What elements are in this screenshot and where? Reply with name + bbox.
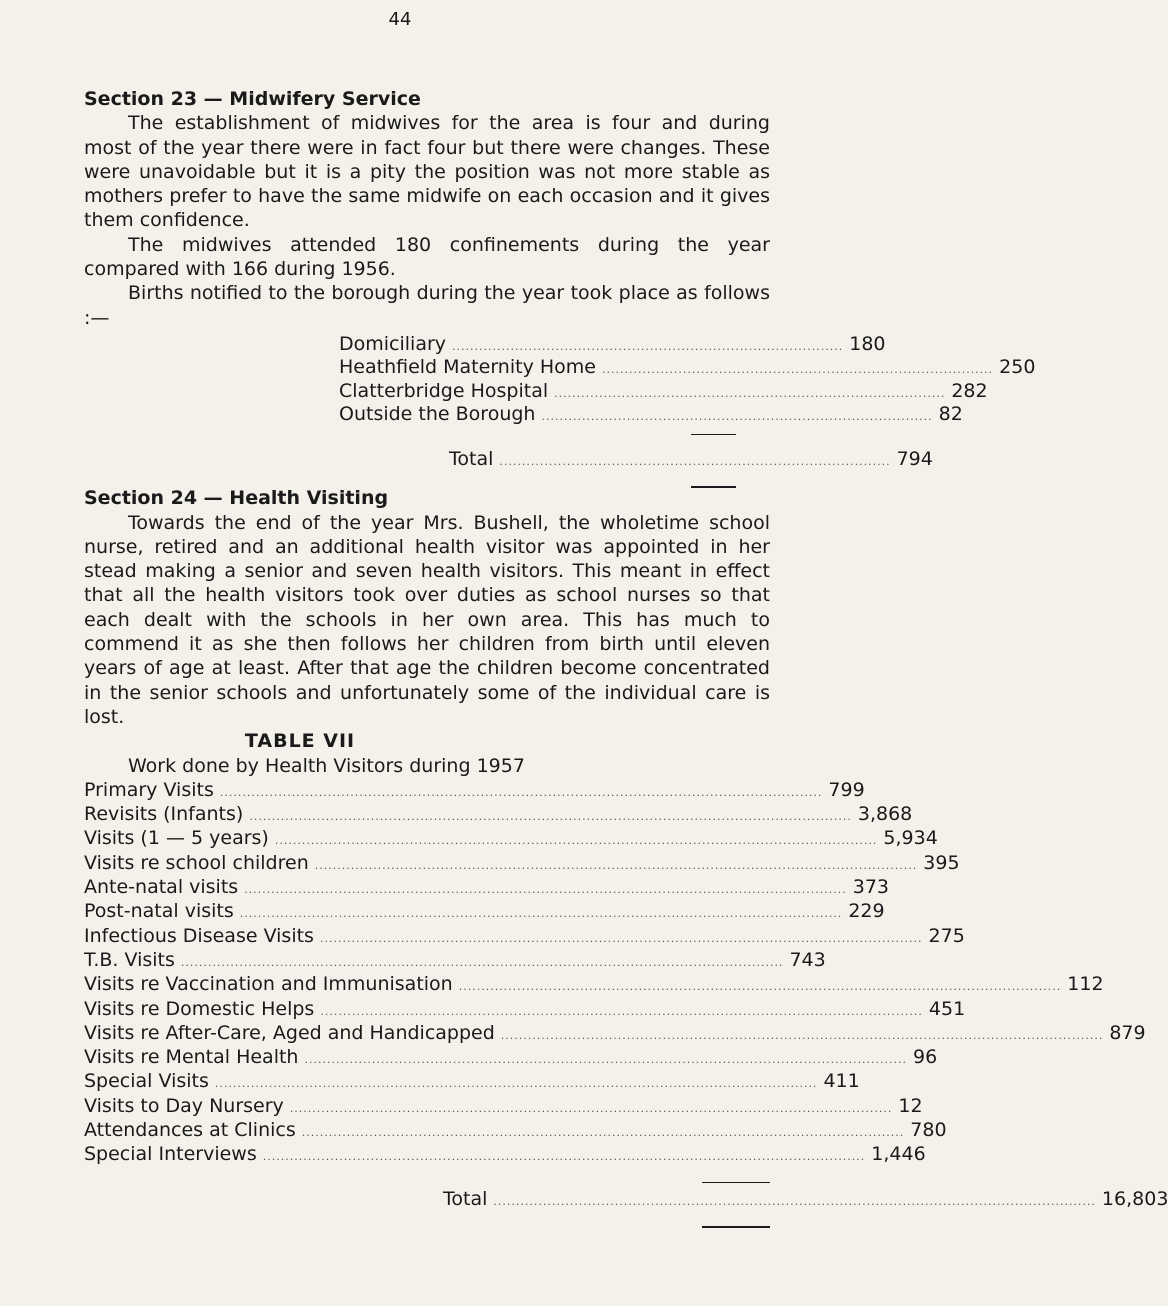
leader-dots: ...................................................................................................................................... bbox=[314, 858, 918, 872]
table-row bbox=[84, 1069, 860, 1093]
leader-dots: ...................................................................................................................................... bbox=[219, 785, 823, 799]
births-total-label: Total bbox=[449, 447, 494, 470]
table-row bbox=[84, 1094, 923, 1118]
table-row-label: Visits (1 — 5 years) bbox=[84, 827, 269, 850]
table-row-label: Infectious Disease Visits bbox=[84, 924, 314, 947]
table-row-value: 5,934 bbox=[883, 827, 938, 850]
table-total-value: 16,803 bbox=[1101, 1187, 1168, 1210]
leader-dots: ...................................................................................................................................... bbox=[244, 883, 847, 897]
table-row bbox=[84, 972, 1104, 996]
table-title: TABLE VII bbox=[244, 730, 356, 753]
leader-dots: ...................................................................................................................................... bbox=[274, 834, 878, 848]
table-row-label: Special Visits bbox=[84, 1070, 209, 1093]
births-total-value: 794 bbox=[896, 447, 933, 470]
births-value: 82 bbox=[938, 403, 963, 426]
table-row-value: 373 bbox=[852, 876, 889, 899]
table-row-label: Primary Visits bbox=[84, 778, 214, 801]
table-row-value: 743 bbox=[789, 948, 826, 971]
table-row-value: 799 bbox=[828, 778, 865, 801]
births-row bbox=[339, 402, 963, 426]
table-row bbox=[84, 1045, 938, 1069]
births-label: Clatterbridge Hospital bbox=[339, 379, 549, 402]
table-row-value: 780 bbox=[910, 1118, 947, 1141]
table-row-label: Visits re school children bbox=[84, 851, 309, 874]
table-row-label: Visits to Day Nursery bbox=[84, 1094, 284, 1117]
section-23-paragraph-2: The midwives attended 180 confinements during the year compared with 166 during 1956. bbox=[84, 233, 770, 281]
births-total-row bbox=[339, 447, 933, 474]
leader-dots: ....................................................................................... bbox=[601, 363, 994, 377]
leader-dots: ....................................................................................... bbox=[452, 339, 844, 353]
table-row-value: 275 bbox=[928, 924, 965, 947]
leader-dots: ...................................................................................................................................... bbox=[262, 1150, 866, 1164]
table-row bbox=[84, 1142, 926, 1166]
table-row-value: 229 bbox=[848, 900, 885, 923]
leader-dots: ...................................................................................................................................... bbox=[319, 931, 923, 945]
table-row bbox=[84, 948, 826, 972]
leader-dots: ....................................................................................... bbox=[541, 410, 933, 424]
leader-dots: ...................................................................................................................................... bbox=[493, 1194, 1096, 1208]
visits-table bbox=[84, 778, 1168, 1228]
table-row-value: 879 bbox=[1109, 1021, 1146, 1044]
births-row bbox=[339, 355, 1036, 379]
table-row-label: Revisits (Infants) bbox=[84, 803, 244, 826]
table-row bbox=[84, 851, 960, 875]
leader-dots: ...................................................................................................................................... bbox=[289, 1101, 893, 1115]
table-total-row bbox=[84, 1187, 1168, 1214]
leader-dots: ....................................................................................... bbox=[499, 454, 891, 468]
leader-dots: ...................................................................................................................................... bbox=[301, 1125, 905, 1139]
table-row bbox=[84, 924, 965, 948]
leader-dots: ...................................................................................................................................... bbox=[180, 955, 784, 969]
table-row bbox=[84, 997, 966, 1021]
table-row-value: 451 bbox=[928, 997, 966, 1020]
table-row-value: 395 bbox=[923, 851, 960, 874]
leader-dots: ...................................................................................................................................... bbox=[320, 1004, 923, 1018]
table-row bbox=[84, 899, 885, 923]
table-row-label: Visits re After-Care, Aged and Handicapped bbox=[84, 1021, 495, 1044]
births-label: Heathfield Maternity Home bbox=[339, 356, 596, 379]
table-row-label: Visits re Mental Health bbox=[84, 1046, 299, 1069]
leader-dots: ...................................................................................................................................... bbox=[214, 1077, 818, 1091]
table-row-label: T.B. Visits bbox=[84, 948, 175, 971]
leader-dots: ...................................................................................................................................... bbox=[249, 810, 852, 824]
section-23-paragraph-3: Births notified to the borough during the year took place as follows :— bbox=[84, 282, 770, 329]
table-row-value: 112 bbox=[1067, 973, 1104, 996]
table-row-label: Attendances at Clinics bbox=[84, 1118, 296, 1141]
table-row-value: 96 bbox=[913, 1046, 938, 1069]
births-label: Outside the Borough bbox=[339, 403, 536, 426]
page-content bbox=[84, 87, 1168, 1228]
leader-dots: ...................................................................................................................................... bbox=[239, 907, 843, 921]
table-row bbox=[84, 778, 865, 802]
table-row-label: Ante-natal visits bbox=[84, 876, 239, 899]
table-subtitle: Work done by Health Visitors during 1957 bbox=[128, 754, 525, 777]
table-row bbox=[84, 802, 913, 826]
births-value: 250 bbox=[999, 356, 1036, 379]
section-24-heading: Section 24 — Health Visiting bbox=[84, 487, 389, 510]
births-row bbox=[339, 332, 886, 356]
section-24-paragraph: Towards the end of the year Mrs. Bushell, the wholetime school nurse, retired and an additional health visitor was appointed in her stead making a senior and seven health visitors. This meant in effect that all the health visitors took over duties as school nurses so that each dealt with the schools in her own area. This has much to commend it as she then follows her children from birth until eleven years of age at least. After that age the children become concentrated in the senior schools and unfortunately some of the individual care is lost. bbox=[84, 511, 770, 728]
births-value: 282 bbox=[951, 379, 988, 402]
table-row bbox=[84, 1118, 947, 1142]
table-row-label: Visits re Vaccination and Immunisation bbox=[84, 973, 453, 996]
page-number: 44 bbox=[388, 9, 412, 30]
table-row-value: 12 bbox=[898, 1094, 923, 1117]
table-row-label: Post-natal visits bbox=[84, 900, 234, 923]
births-list bbox=[339, 332, 1036, 488]
births-row bbox=[339, 379, 988, 403]
table-row-value: 1,446 bbox=[871, 1143, 926, 1166]
table-total-label: Total bbox=[443, 1187, 488, 1210]
births-value: 180 bbox=[849, 332, 886, 355]
leader-dots: ....................................................................................... bbox=[554, 386, 946, 400]
table-row-label: Visits re Domestic Helps bbox=[84, 997, 315, 1020]
table-row-label: Special Interviews bbox=[84, 1143, 257, 1166]
total-underline bbox=[702, 1226, 770, 1228]
leader-dots: ...................................................................................................................................... bbox=[500, 1028, 1104, 1042]
section-23-paragraph-1: The establishment of midwives for the area is four and during most of the year there were in fact four but there were changes. These were unavoidable but it is a pity the position was not more stable as mothers prefer to have the same midwife on each occasion and it gives them confidence. bbox=[84, 112, 770, 232]
table-row bbox=[84, 1021, 1146, 1045]
leader-dots: ...................................................................................................................................... bbox=[458, 980, 1062, 994]
leader-dots: ...................................................................................................................................... bbox=[304, 1053, 908, 1067]
section-23-heading: Section 23 — Midwifery Service bbox=[84, 88, 421, 110]
table-row bbox=[84, 826, 938, 850]
table-row-value: 3,868 bbox=[857, 803, 913, 826]
table-row-value: 411 bbox=[823, 1070, 860, 1093]
total-rule bbox=[702, 1182, 770, 1183]
total-rule bbox=[691, 434, 736, 435]
births-label: Domiciliary bbox=[339, 332, 447, 355]
table-row bbox=[84, 875, 889, 899]
